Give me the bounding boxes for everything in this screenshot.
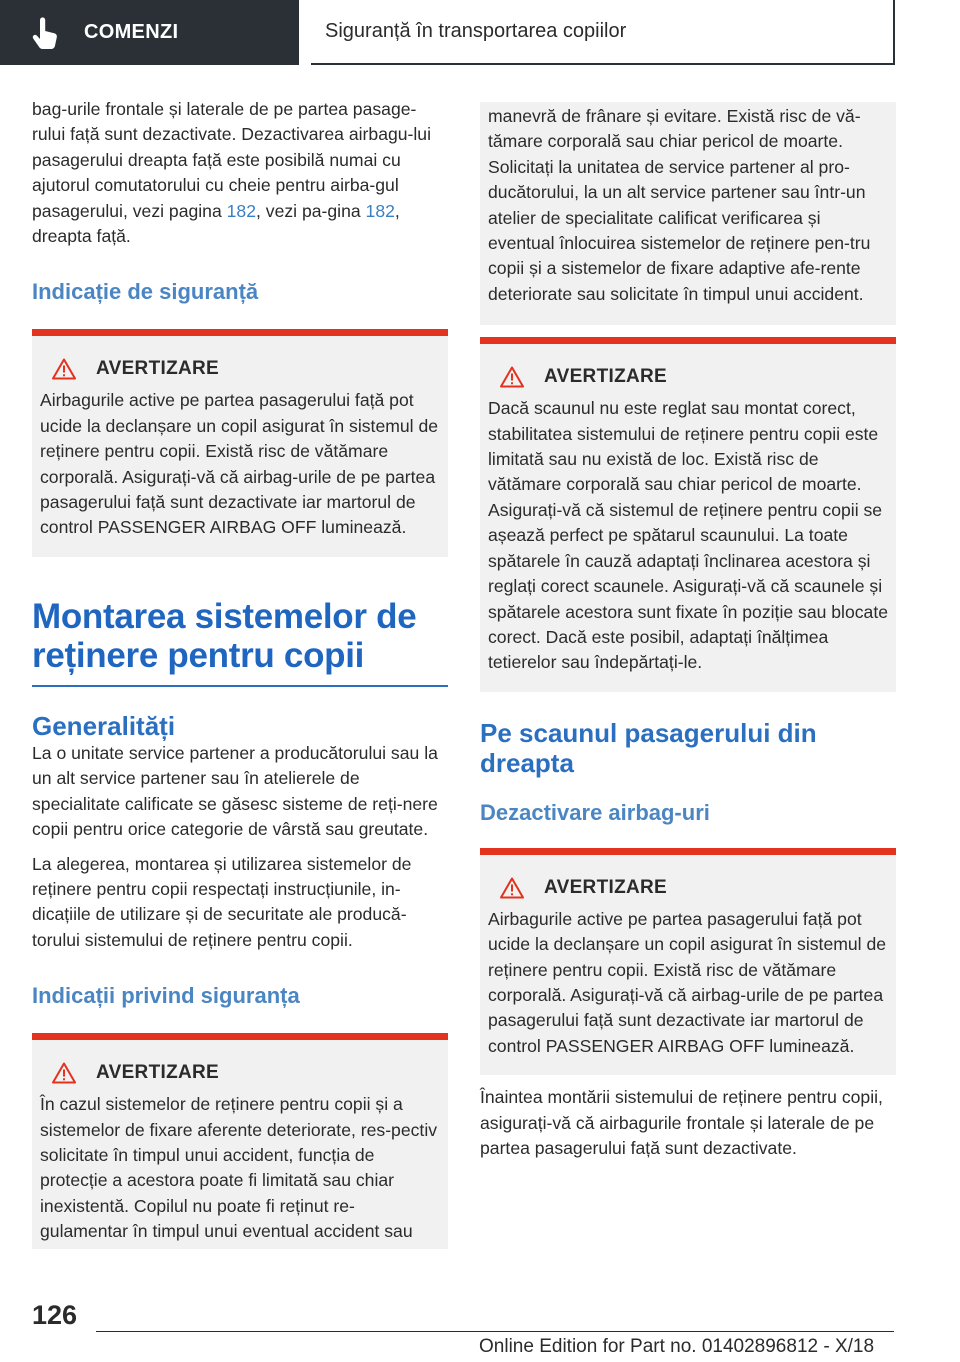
intro-text-b: , vezi pa-gina [256,200,366,221]
warning-box-continued [480,102,896,325]
warning-title: AVERTIZARE [544,366,667,388]
footer-rule [96,1331,894,1332]
warning-box-airbag-right [480,848,896,1075]
warning-triangle-icon [500,877,524,899]
warning-triangle-icon [52,358,76,380]
section-title-bar [311,0,895,65]
heading-rule [32,685,448,687]
warning-box-airbag [32,329,448,556]
intro-text-a: bag-urile frontale și laterale de pe partea pasage-rului față sunt dezactivate. Dezactivarea airbagu-lui pasagerului dreapta față este posibilă numai cu ajutorul comutatorului cu cheie pentru airba-gul pasagerului, vezi pagina [32,99,432,221]
warning-text: Airbagurile active pe partea pasagerului față pot ucide la declanșare un copil asigurat în sistemul de reținere pentru copii. Există risc de vătămare corporală. Asigurați-vă că airbag-urile de pe partea pasagerului față sunt dezactivate iar martorul de control PASSENGER AIRBAG OFF luminează. [488,908,887,1056]
warning-box-seat-adjustment [480,337,896,691]
warning-triangle-icon [500,366,524,388]
warning-title: AVERTIZARE [544,876,667,898]
warning-text: În cazul sistemelor de reținere pentru copii și a sistemelor de fixare aferente deteriorate, res-pectiv solicitate în timpul unui accident, funcția de protecție a acestora poate fi limitată sau chiar inexistentă. Copilul nu poate fi reținut re-gulamentar în timpul unui eventual accident sau [40,1094,438,1242]
page-link-182-second[interactable]: 182 [365,200,395,221]
generalitati-paragraph-1: La o unitate service partener a producătorului sau la un alt service partener sau în atelierele de specialitate calificate se găsesc sisteme de reți-nere copii pentru orice categorie de vârstă sau greutate. [32,742,438,840]
final-paragraph: Înaintea montării sistemului de reținere pentru copii, asigurați-vă că airbagurile frontale și laterale de pe partea pasagerului față sunt dezactivate. [480,1087,883,1158]
chapter-tab-label: COMENZI [84,21,179,43]
generalitati-paragraph-2: La alegerea, montarea și utilizarea sistemelor de reținere pentru copii respectați instrucțiunile, in-dicațiile de utilizare și de securitate ale producă-torului sistemului de reținere pentru copii. [32,853,412,950]
chapter-tab[interactable] [0,0,299,65]
page-number: 126 [32,1300,78,1330]
warning-text: Airbagurile active pe partea pasagerului față pot ucide la declanșare un copil asigurat în sistemul de reținere pentru copii. Există risc de vătămare corporală. Asigurați-vă că airbag-urile de pe partea pasagerului față sunt dezactivate iar martorul de control PASSENGER AIRBAG OFF luminează. [40,390,439,538]
page-link-182[interactable]: 182 [226,200,256,221]
intro-text-c: , dreapta față. [32,200,400,247]
heading-indicatie-siguranta: Indicație de siguranță [32,279,259,305]
section-title: Siguranță în transportarea copiilor [325,20,627,42]
heading-indicatii-siguranta: Indicații privind siguranța [32,983,300,1009]
warning-text: Dacă scaunul nu este reglat sau montat corect, stabilitatea sistemului de reținere pentru copii este limitată sau nu există de loc. Există risc de vătămare corporală sau chiar pericol de moarte. Asigurați-vă că sistemul de reținere pentru copii se așează perfect pe spătarul scaunului. La toate spătarele în cauză adaptați înclinarea acestora și reglați corect scaunele. Asigurați-vă că scaunele și spătarele acestora sunt fixate în poziție sau blocate corect. Dacă este posibil, adaptați înălțimea tetierelor sau îndepărtați-le. [488,398,889,673]
edition-note: Online Edition for Part no. 01402896812 - X/18 [479,1336,875,1357]
warning-title: AVERTIZARE [96,1062,219,1084]
warning-text-continued: manevră de frânare și evitare. Există risc de vă-tămare corporală sau chiar pericol de moarte. Solicitați la unitatea de service partener al pro-ducătorului, la un alt service partener sau într-un atelier de specialitate calificat verificarea și eventual înlocuirea sistemelor de reținere pen-tru copii și a sistemelor de fixare adaptive afe-rente deteriorate sau solicitate în timpul unui accident. [488,106,871,304]
heading-pe-scaunul-pasagerului: Pe scaunul pasagerului din dreapta [480,717,817,778]
heading-dezactivare-airbag: Dezactivare airbag-uri [480,799,710,825]
warning-box-damaged-systems [32,1033,448,1248]
warning-title: AVERTIZARE [96,358,219,380]
left-column [32,97,448,1249]
right-column [480,102,896,1161]
heading-montarea-sistemelor: Montarea sistemelor de reținere pentru copii [32,596,417,675]
intro-paragraph [32,97,448,249]
hand-pointer-icon [30,13,70,53]
heading-generalitati: Generalități [32,710,176,741]
warning-triangle-icon [52,1062,76,1084]
